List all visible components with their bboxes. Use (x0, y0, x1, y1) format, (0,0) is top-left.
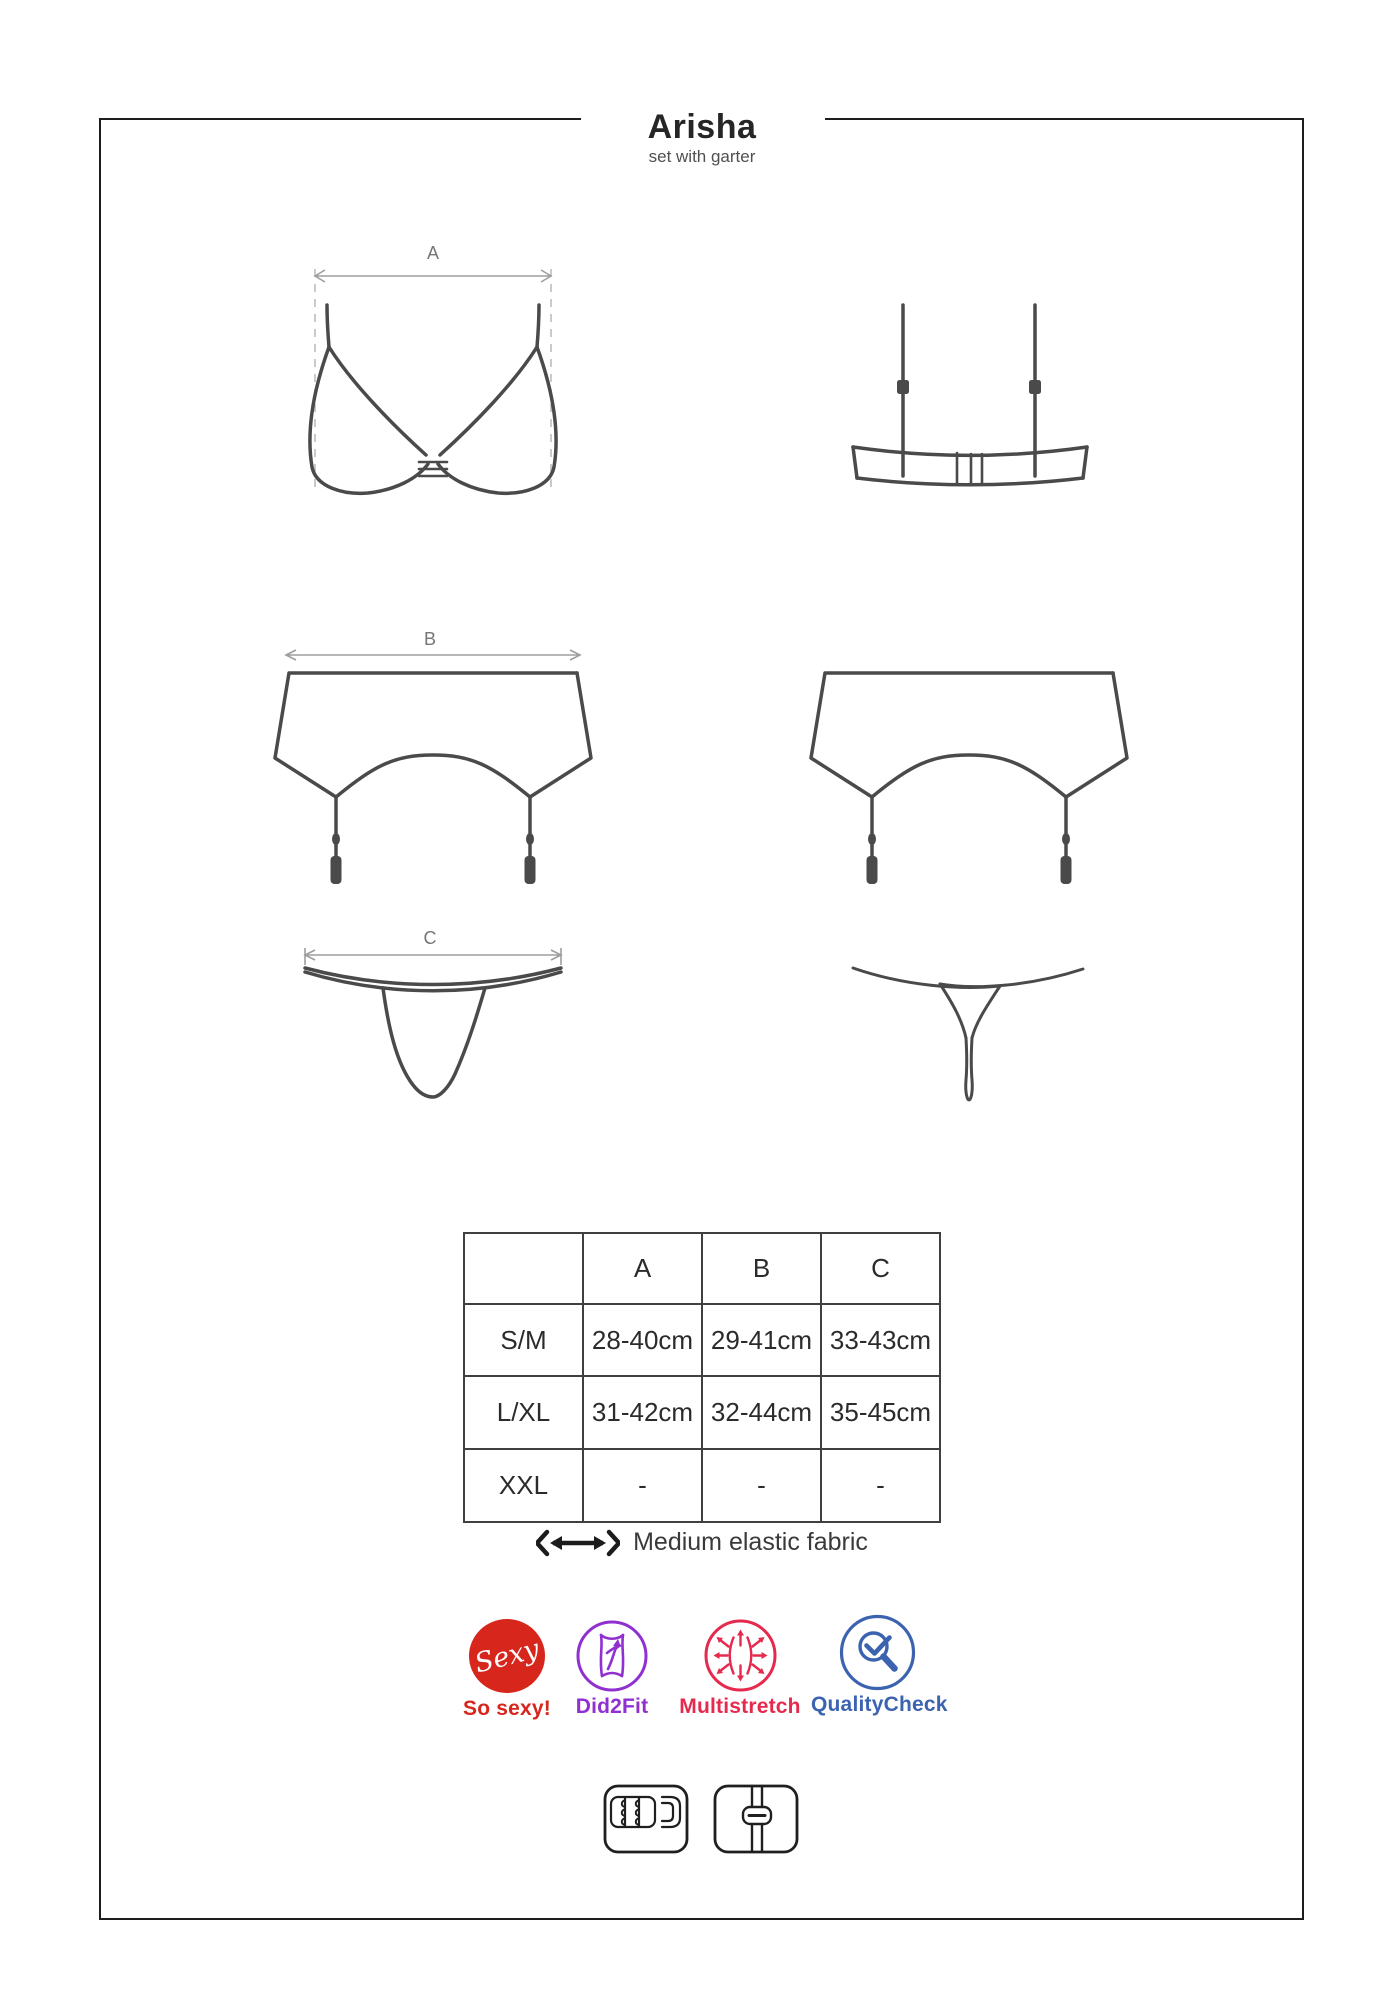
double-arrow-stretch-icon (536, 1529, 620, 1557)
fabric-note-label: Medium elastic fabric (633, 1528, 868, 1556)
dimension-label-c: C (423, 928, 437, 948)
page-subtitle: set with garter (648, 147, 756, 166)
badge-label: QualityCheck (811, 1693, 948, 1716)
size-table-header-b: B (702, 1233, 821, 1304)
corset-fit-icon (575, 1619, 649, 1693)
fabric-note (463, 1528, 941, 1557)
size-value-cell: 32-44cm (702, 1376, 821, 1449)
size-value-cell: 29-41cm (702, 1304, 821, 1376)
size-row-label: XXL (464, 1449, 583, 1522)
badge-multistretch (674, 1618, 806, 1719)
size-row-label: S/M (464, 1304, 583, 1376)
size-table-header-c: C (821, 1233, 940, 1304)
hook-and-eye-closure-icon (602, 1782, 692, 1856)
size-table-header-row (464, 1233, 940, 1304)
dimension-label-a: A (426, 243, 439, 263)
size-row-label: L/XL (464, 1376, 583, 1449)
thong-back-drawing (845, 960, 1095, 1110)
bra-front-drawing (293, 255, 573, 505)
size-table-header-a: A (583, 1233, 702, 1304)
stretch-arrows-icon (703, 1618, 778, 1693)
sexy-circle-text: Sexy (471, 1633, 543, 1680)
header (552, 108, 852, 167)
badge-did2fit (546, 1619, 678, 1719)
bra-back-drawing (845, 300, 1095, 495)
size-table-corner-cell (464, 1233, 583, 1304)
badge-label: Multistretch (679, 1695, 801, 1718)
badge-label: So sexy! (463, 1697, 551, 1720)
badge-qualitycheck (811, 1614, 948, 1717)
size-table-row-sm (464, 1304, 940, 1376)
size-value-cell: 31-42cm (583, 1376, 702, 1449)
size-value-cell: 33-43cm (821, 1304, 940, 1376)
garter-belt-front-drawing (270, 637, 600, 889)
size-table-row-xxl (464, 1449, 940, 1522)
size-value-cell: - (702, 1449, 821, 1522)
page-title: Arisha (647, 108, 757, 146)
magnifier-check-icon (839, 1614, 916, 1691)
dimension-label-b: B (423, 629, 436, 649)
size-value-cell: - (583, 1449, 702, 1522)
size-value-cell: 35-45cm (821, 1376, 940, 1449)
thong-front-drawing (293, 935, 573, 1110)
size-table-row-lxl (464, 1376, 940, 1449)
adjustable-strap-slider-icon (712, 1782, 802, 1856)
size-value-cell: 28-40cm (583, 1304, 702, 1376)
size-value-cell: - (821, 1449, 940, 1522)
size-table (463, 1232, 941, 1523)
garter-belt-back-drawing (806, 637, 1136, 889)
badge-label: Did2Fit (575, 1695, 649, 1718)
